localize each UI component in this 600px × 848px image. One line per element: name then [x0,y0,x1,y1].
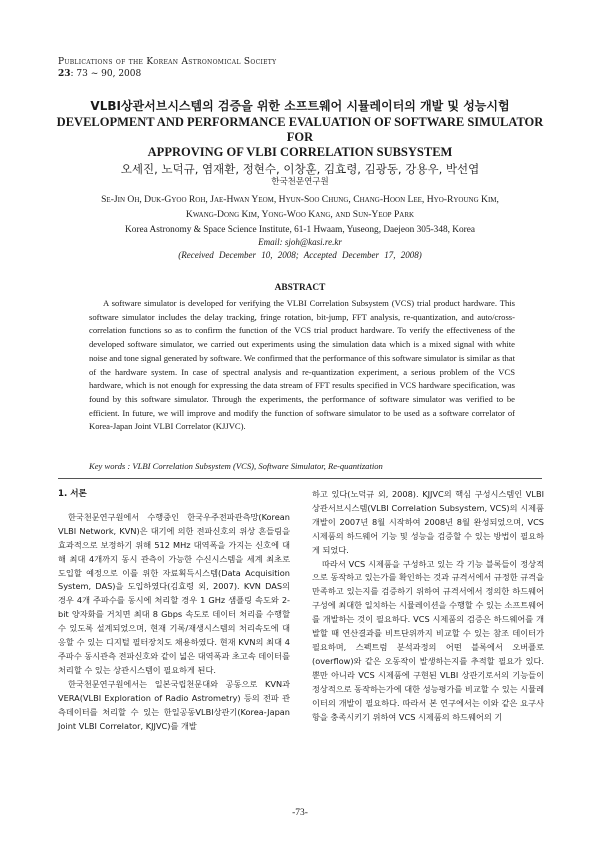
body-paragraph: 하고 있다(노덕규 외, 2008). KJJVC의 핵심 구성시스템인 VLBI상관서브시스템(VLBI Correlation Subsystem, VCS)의 시제품 개발이 2007년 8월 시작하여 2008년 8월 완성되었으며, VCS 시제품의 하드웨어 기능 및 성능을 검증할 수 있는 방법이 필요하게 되었다. [312,489,544,555]
body-column-right [312,488,544,724]
affiliation-korean: 한국천문연구원 [271,177,329,187]
keywords: Key words : VLBI Correlation Subsystem (VCS), Software Simulator, Re-quantization [89,461,383,471]
body-paragraph: 한국천문연구원에서는 일본국립천문대와 공동으로 KVN과 VERA(VLBI Exploration of Radio Astrometry) 등의 전파 관측데이터를 처리할 수 있는 한일공동VLBI상관기(Korea-Japan Joint VLBI Correlator, KJJVC)를 개발 [58,678,290,731]
body-column-left [58,488,290,733]
body-paragraph: 한국천문연구원에서 수행중인 한국우주전파관측망(Korean VLBI Network, KVN)은 대기에 의한 전파신호의 위상 흔들림을 효과적으로 보정하기 위해 512 MHz 대역폭을 가지는 신호에 대해 최대 4개까지 동시 관측이 가능한 수신시스템을 세계 최초로 도입할 예정으로 이를 위한 자료획득시스템(Data Acquisition System, DAS)을 도입하였다(김효령 외, 2007). KVN DAS의 경우 4개 주파수를 동시에 처리할 경우 1 GHz 샘플링 속도와 2-bit 양자화를 거치면 최대 8 Gbps 속도로 데이터 처리를 수행할 수 있도록 설계되었으며, 현재 기록/재생시스템의 처리속도에 대응할 수 있는 디지털 필터장치도 채용하였다. 현재 KVN의 최대 4주파수 동시관측 전파신호와 같이 넓은 대역폭과 초고속 데이터를 처리할 수 있는 상관시스템이 필요하게 된다. [58,511,290,675]
authors-english [55,192,545,222]
title-korean: VLBI상관서브시스템의 검증을 위한 소프트웨어 시뮬레이터의 개발 및 성능시험 [90,99,510,113]
divider [58,478,542,479]
section-heading: 1. 서론 [58,489,87,499]
journal-volume-line [58,68,276,80]
abstract-text: A software simulator is developed for verifying the VLBI Correlation Subsystem (VCS) trial product hardware. This software simulator includes the delay tracking, fringe rotation, bit-jump, FFT analysis, re-quantization, and auto/cross-correlation functions so as to confirm the function of the VCS trial product hardware. To verify the effectiveness of the developed software simulator, we carried out experiments using the simulation data which is a mixed signal with white noise and tone signal generated by software. We confirmed that the performance of this software simulator is similar as that of the hardware system. In case of spectral analysis and re-quantization experiment, a serious problem of the VCS hardware, which is not enough for expressing the data stream of FFT results specified in VCS hardware specification, was found by this software simulator. Through the experiments, the performance of software simulator was verified to be efficient. In future, we will improve and modify the function of software simulator to be used as a software correlator of Korea-Japan Joint VLBI Correlator (KJJVC). [89,298,515,432]
title-english-line1: DEVELOPMENT AND PERFORMANCE EVALUATION OF SOFTWARE SIMULATOR FOR [56,115,544,144]
journal-header [58,56,276,80]
page-number: -73- [292,808,308,818]
authors-korean: 오세진, 노덕규, 염재환, 정현수, 이창훈, 김효령, 김광동, 강용우, 박선엽 [120,162,480,176]
received-dates: (Received December 10, 2008; Accepted December 17, 2008) [178,250,422,260]
title-english-line2: APPROVING OF VLBI CORRELATION SUBSYSTEM [147,145,453,159]
journal-name: Publications of the Korean Astronomical Society [58,57,277,67]
abstract-heading: ABSTRACT [274,283,326,293]
journal-volume: 23 [58,69,71,79]
body-paragraph: 따라서 VCS 시제품을 구성하고 있는 각 기능 블록들이 정상적으로 동작하고 있는가를 확인하는 것과 규격서에서 규정한 규격을 만족하고 있는지를 검증하기 위하여 규격서에서 정의한 하드웨어 구성에 최대한 일치하는 시뮬레이션을 수행할 수 있는 소프트웨어를 개발하는 것이 필요하다. VCS 시제품의 검증은 하드웨어를 개발할 때 연산결과를 비트단위까지 비교할 수 있는 참조 데이터가 필요하며, 스펙트럼 분석과정의 어떤 블록에서 오버플로(overflow)와 같은 오동작이 발생하는지를 추적할 필요가 있다. 뿐만 아니라 VCS 시제품에 구현된 VLBI 상관기로서의 기능들이 정상적으로 동작하는가에 대한 성능평가를 비교할 수 있는 시뮬레이터의 개발이 필요하다. 따라서 본 연구에서는 이와 같은 요구사항을 충족시키기 위하여 VCS 시제품의 하드웨어의 기 [312,558,544,722]
author-email: Email: sjoh@kasi.re.kr [258,237,342,247]
title-block [50,98,550,160]
authors-english-line1: Se-Jin Oh, Duk-Gyoo Roh, Jae-Hwan Yeom, Hyun-Soo Chung, Chang-Hoon Lee, Hyo-Ryoung Kim, [101,194,499,205]
authors-english-line2: Kwang-Dong Kim, Yong-Woo Kang, and Sun-Yeop Park [185,209,415,220]
journal-pages: : 73 ~ 90, 2008 [70,69,142,79]
affiliation-english: Korea Astronomy & Space Science Institute, 61-1 Hwaam, Yuseong, Daejeon 305-348, Korea [124,225,475,235]
